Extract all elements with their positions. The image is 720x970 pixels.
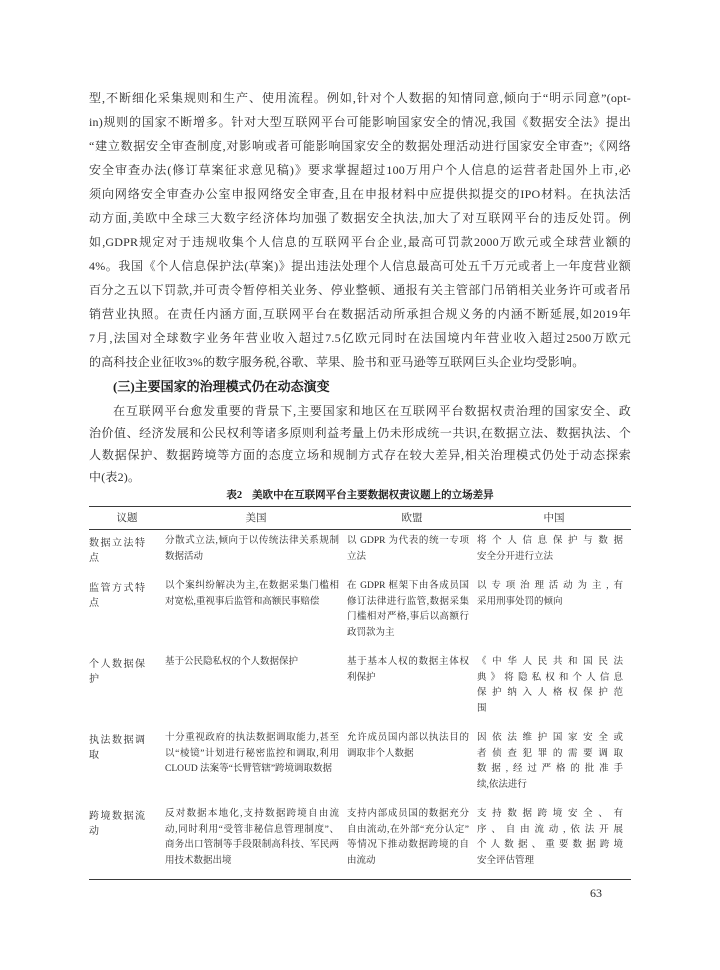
cell-topic: 监管方式特点 [89, 583, 147, 609]
text-line: 支持内部成员国的数据充分 [347, 809, 469, 819]
cell-eu [347, 803, 477, 880]
text-line: 个人数据、重要数据跨境 [477, 840, 623, 850]
table-row [89, 651, 631, 727]
table-header-row [89, 507, 631, 530]
text-line: 销营业执照。在责任内涵方面,互联网平台在数据活动所承担合规义务的内涵不断延展,如2019年 [89, 307, 631, 321]
cell-us [165, 575, 347, 651]
text-line: 由流动 [347, 855, 376, 866]
page-content [89, 86, 631, 880]
text-line: 动方面,美欧中全球三大数字经济体均加强了数据安全执法,加大了对互联网平台的违反处罚。例 [89, 211, 631, 225]
text-line: 4%。我国《个人信息保护法(草案)》提出违法处理个人信息最高可处五千万元或者上一年度营业额 [89, 259, 631, 273]
text-line: 安全审查办法(修订草案征求意见稿)》要求掌握超过100万用户个人信息的运营者赴国外上市,必 [89, 163, 631, 177]
text-line: 中(表2)。 [89, 470, 141, 484]
text-line: 将个人信息保护与数据 [477, 536, 623, 546]
text-line: 因依法维护国家安全或 [477, 733, 623, 743]
cell-cn [477, 727, 631, 803]
cell-eu [347, 727, 477, 803]
cell-us [165, 530, 347, 576]
text-line: 在互联网平台愈发重要的背景下,主要国家和地区在互联网平台数据权责治理的国家安全、政 [113, 404, 631, 418]
cell-cn [477, 803, 631, 880]
column-header: 中国 [477, 507, 631, 530]
text-line: 政罚款为主 [347, 627, 395, 638]
section-heading: (三)主要国家的治理模式仍在动态演变 [113, 379, 330, 394]
cell-cn [477, 651, 631, 727]
table-caption [89, 488, 631, 503]
text-line: 7月,法国对全球数字业务年营业收入超过7.5亿欧元同时在法国境内年营业收入超过2500万欧元 [89, 331, 631, 345]
text-line: 以 GDPR 为代表的统一专项 [347, 536, 469, 546]
table-caption-label: 表2 [226, 490, 243, 501]
text-line: 用技术数据出境 [165, 855, 232, 866]
text-line: CLOUD 法案等“长臂管辖”跨境调取数据 [165, 764, 333, 774]
paragraph-1 [89, 86, 631, 374]
column-header: 议题 [89, 507, 165, 530]
cell-us [165, 803, 347, 880]
text-line: 立法 [347, 551, 367, 562]
text-line: 典》将隐私权和个人信息 [477, 672, 623, 683]
text-line: 数据,经过严格的批准手 [477, 764, 623, 774]
text-line: 在 GDPR 框架下由各成员国 [347, 581, 469, 591]
text-line: 基于公民隐私权的个人数据保护 [165, 657, 299, 667]
text-line: 对宽松,重视事后监管和高额民事赔偿 [165, 596, 320, 607]
cell-topic: 跨境数据流动 [89, 811, 147, 837]
text-line: 围 [477, 703, 487, 714]
cell-cn [477, 530, 631, 576]
text-line: 以专项治理活动为主,有 [477, 581, 623, 591]
comparison-table [89, 506, 631, 880]
text-line: 以“棱镜”计划进行秘密监控和调取,利用 [165, 748, 339, 759]
cell-cn [477, 575, 631, 651]
text-line: 十分重视政府的执法数据调取能力,甚至 [165, 733, 339, 743]
text-line: 反对数据本地化,支持数据跨境自由流 [165, 809, 339, 819]
text-line: 保护纳入人格权保护范 [477, 688, 623, 698]
cell-eu [347, 575, 477, 651]
text-line: 利保护 [347, 672, 376, 683]
table-row [89, 530, 631, 576]
cell-topic: 执法数据调取 [89, 735, 147, 761]
cell-eu [347, 530, 477, 576]
table-row [89, 727, 631, 803]
cell-eu [347, 651, 477, 727]
text-line: 基于基本人权的数据主体权 [347, 657, 469, 667]
paragraph-2 [89, 400, 631, 488]
table-row [89, 803, 631, 880]
text-line: 《中华人民共和国民法 [477, 657, 623, 667]
text-line: 百分之五以下罚款,并可责令暂停相关业务、停业整顿、通报有关主管部门吊销相关业务许可或者吊 [89, 283, 631, 297]
text-line: “建立数据安全审查制度,对影响或者可能影响国家安全的数据处理活动进行国家安全审查”;《网络 [89, 139, 631, 153]
text-line: 续,依法进行 [477, 779, 527, 790]
cell-topic: 数据立法特点 [89, 538, 147, 564]
text-line: 者侦查犯罪的需要调取 [477, 748, 623, 759]
text-line: 动,同时利用“受管非秘信息管理制度”、 [165, 824, 339, 835]
text-line: 序、自由流动,依法开展 [477, 824, 623, 835]
cell-us [165, 727, 347, 803]
table-caption-title: 美欧中在互联网平台主要数据权责议题上的立场差异 [252, 490, 494, 501]
text-line: 人数据保护、数据跨境等方面的态度立场和规制方式存在较大差异,相关治理模式仍处于动态探索 [89, 448, 631, 462]
page-number: 63 [590, 886, 602, 900]
cell-topic: 个人数据保护 [89, 659, 147, 685]
text-line: 型,不断细化采集规则和生产、使用流程。例如,针对个人数据的知情同意,倾向于“明示同意”(opt- [89, 91, 631, 105]
text-line: 允许成员国内部以执法目的 [347, 733, 469, 743]
text-line: 调取非个人数据 [347, 748, 414, 759]
column-header: 美国 [165, 507, 347, 530]
column-header: 欧盟 [347, 507, 477, 530]
table-body [89, 530, 631, 880]
text-line: 须向网络安全审查办公室申报网络安全审查,且在申报材料中应提供拟提交的IPO材料。在执法活 [89, 187, 631, 201]
text-line: 等情况下推动数据跨境的自 [347, 840, 469, 850]
text-line: 治价值、经济发展和公民权利等诸多原则利益考量上仍未形成统一共识,在数据立法、数据执法、个 [89, 426, 631, 440]
text-line: in)规则的国家不断增多。针对大型互联网平台可能影响国家安全的情况,我国《数据安全法》提出 [89, 115, 631, 129]
text-line: 修订法律进行监管,数据采集 [347, 596, 469, 607]
text-line: 支持数据跨境安全、有 [477, 809, 623, 819]
text-line: 商务出口管制等手段限制高科技、军民两 [165, 840, 339, 850]
text-line: 的高科技企业征收3%的数字服务税,谷歌、苹果、脸书和亚马逊等互联网巨头企业均受影响。 [89, 355, 585, 369]
text-line: 门槛相对严格,事后以高额行 [347, 612, 469, 622]
text-line: 分散式立法,倾向于以传统法律关系规制 [165, 536, 339, 546]
text-line: 安全分开进行立法 [477, 551, 554, 562]
text-line: 以个案纠纷解决为主,在数据采集门槛相 [165, 581, 339, 591]
cell-us [165, 651, 347, 727]
table-row [89, 575, 631, 651]
text-line: 安全评估管理 [477, 855, 535, 866]
text-line: 数据活动 [165, 551, 204, 562]
text-line: 如,GDPR规定对于违规收集个人信息的互联网平台企业,最高可罚款2000万欧元或全球营业额的 [89, 235, 631, 249]
text-line: 采用刑事处罚的倾向 [477, 596, 563, 607]
text-line: 自由流动,在外部“充分认定” [347, 824, 469, 835]
